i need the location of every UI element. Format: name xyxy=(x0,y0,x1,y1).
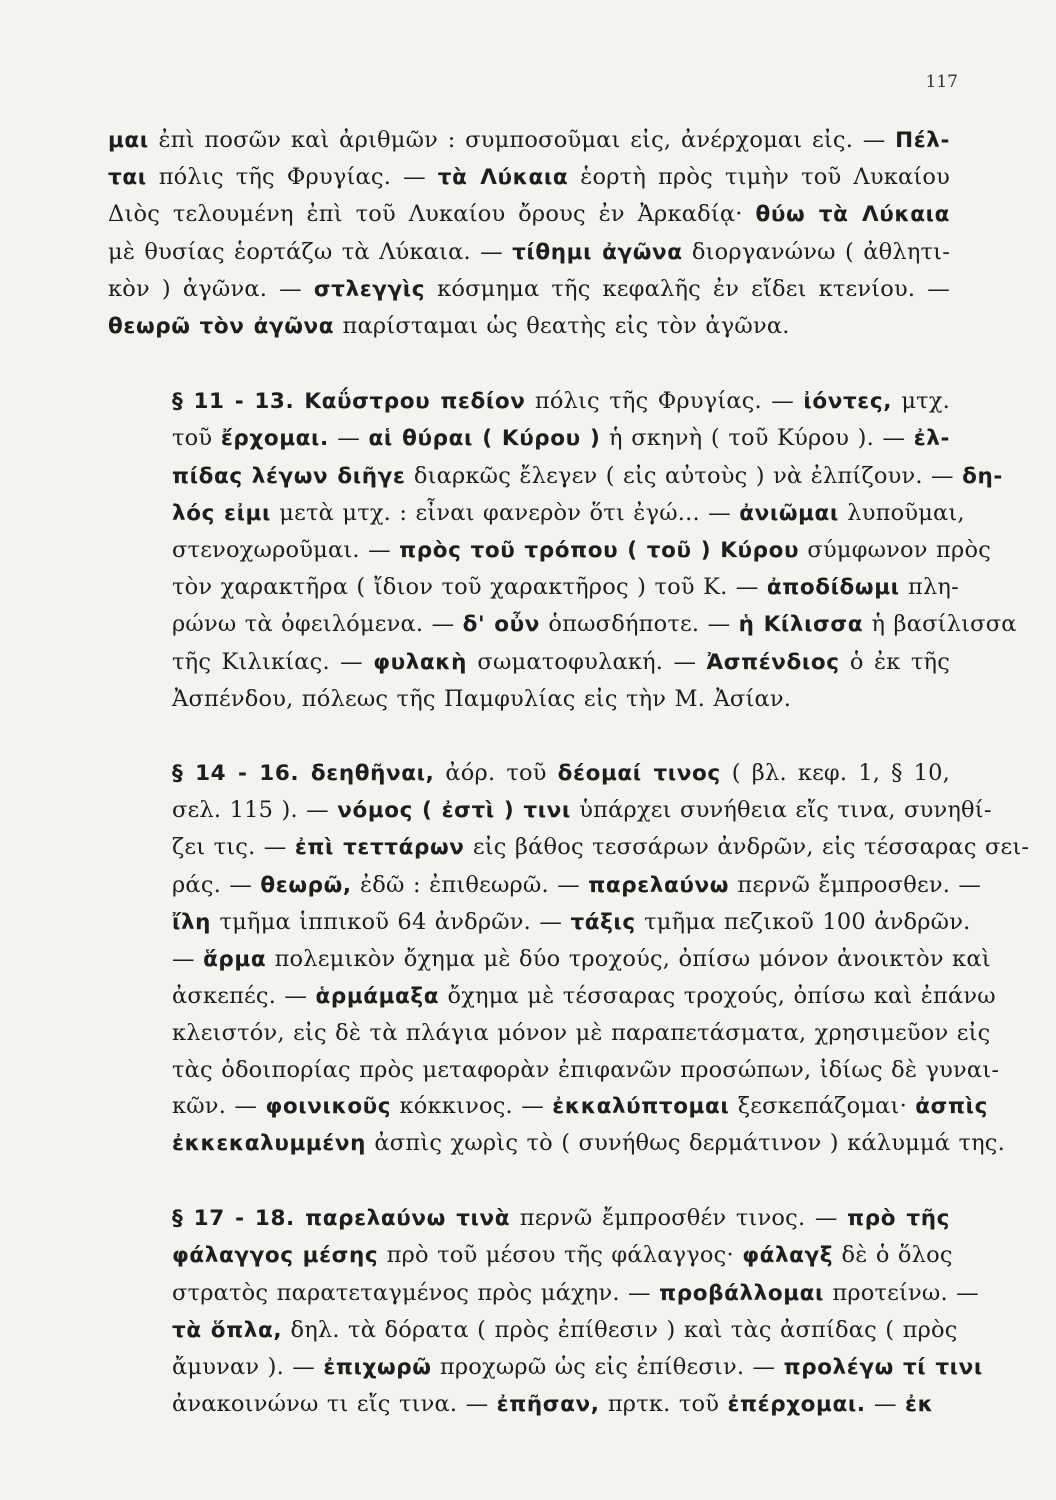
page-number: 117 xyxy=(925,72,958,92)
gloss-text: ἑορτὴ πρὸς τιμὴν τοῦ Λυκαίου xyxy=(568,164,950,191)
gloss-text: — xyxy=(328,425,369,452)
gloss-text: Ἀσπένδου, πόλεως τῆς Παμφυλίας εἰς τὴν Μ. Ἀσίαν. xyxy=(172,685,792,712)
text-line xyxy=(108,606,1017,643)
gloss-text: πόλις τῆς Φρυγίας. — xyxy=(525,388,804,415)
glossary-term: ἁρμάμαξα xyxy=(315,984,440,1010)
glossary-term: πρὸς τοῦ τρόπου ( τοῦ ) Κύρου xyxy=(399,538,800,564)
gloss-text: διαρκῶς ἔλεγεν ( εἰς αὐτοὺς ) νὰ ἐλπίζουν. — xyxy=(405,462,963,489)
glossary-term: τάξις xyxy=(570,909,636,935)
glossary-term: δ' οὖν xyxy=(462,612,541,638)
text-line xyxy=(108,1200,950,1237)
text-line xyxy=(108,308,950,345)
text-line xyxy=(108,829,1030,866)
gloss-text: εἰς βάθος τεσσάρων ἀνδρῶν, εἰς τέσσαρας σει- xyxy=(464,834,1030,861)
gloss-text: ( βλ. κεφ. 1, § 10, xyxy=(720,760,951,787)
text-line xyxy=(108,792,992,829)
gloss-text: ρώνω τὰ ὀφειλόμενα. — xyxy=(172,611,463,638)
gloss-text: — xyxy=(865,1391,905,1418)
glossary-term: ἴλη xyxy=(172,909,212,935)
gloss-text: πόλις τῆς Φρυγίας. — xyxy=(146,164,438,191)
gloss-text: μετὰ μτχ. : εἶναι φανερὸν ὅτι ἐγώ... — xyxy=(270,499,740,526)
glossary-term: ἰόντες, xyxy=(803,389,892,415)
gloss-text: ράς. — xyxy=(172,871,261,898)
glossary-term: ἀνιῶμαι xyxy=(739,500,839,526)
gloss-text: στρατὸς παρατεταγμένος πρὸς μάχην. — xyxy=(172,1279,660,1306)
text-line xyxy=(108,532,991,569)
glossary-term: ἡ Κίλισσα xyxy=(738,612,864,638)
gloss-text: προχωρῶ ὡς εἰς ἐπίθεσιν. — xyxy=(431,1354,784,1381)
glossary-term: δέομαί τινος xyxy=(557,761,721,787)
glossary-term: φυλακὴ xyxy=(373,649,468,675)
text-line xyxy=(108,978,996,1015)
glossary-term: ἐκκαλύπτομαι xyxy=(552,1093,730,1119)
page-body xyxy=(108,122,1030,1424)
gloss-text: διοργανώνω ( ἀθλητι- xyxy=(682,238,951,265)
gloss-text: ὁ ἐκ τῆς xyxy=(839,648,950,675)
glossary-term: ἐκ xyxy=(905,1392,934,1418)
text-line xyxy=(108,420,950,457)
glossary-term: τὰ ὅπλα, xyxy=(172,1317,283,1343)
gloss-text: δηλ. τὰ δόρατα ( πρὸς ἐπίθεσιν ) καὶ τὰς ἀσπίδας ( πρὸς xyxy=(282,1316,958,1343)
text-line xyxy=(108,196,950,233)
gloss-text: ξεσκεπάζομαι· xyxy=(729,1092,916,1119)
gloss-text: πρὸ τοῦ μέσου τῆς φάλαγγος· xyxy=(378,1242,743,1269)
glossary-term: Πέλ- xyxy=(895,128,950,153)
glossary-term: ἐλ- xyxy=(913,426,951,452)
glossary-term: λός εἰμι xyxy=(172,500,271,526)
gloss-text: σωματοφυλακή. — xyxy=(467,648,707,675)
gloss-text: κόκκινος. — xyxy=(391,1092,553,1119)
gloss-text: ὁπωσδήποτε. — xyxy=(540,611,739,638)
text-line xyxy=(108,1125,1005,1162)
glossary-term: τὰ Λύκαια xyxy=(437,165,569,191)
glossary-term: § 17 - 18. παρελαύνω τινὰ xyxy=(172,1206,511,1232)
text-line xyxy=(108,755,950,792)
gloss-text: πλη- xyxy=(899,574,959,601)
text-line xyxy=(108,458,1003,495)
gloss-text: ὑπάρχει συνήθεια εἴς τινα, συνηθί- xyxy=(570,797,992,824)
text-line xyxy=(108,1052,1000,1088)
gloss-text: μτχ. xyxy=(891,388,951,415)
text-line xyxy=(108,1275,979,1312)
gloss-text: κλειστόν, εἰς δὲ τὰ πλάγια μόνον μὲ παραπετάσματα, χρησιμεῦον εἰς xyxy=(172,1020,991,1047)
glossary-term: παρελαύνω xyxy=(588,872,730,898)
gloss-text: τμῆμα πεζικοῦ 100 ἀνδρῶν. xyxy=(635,908,971,935)
text-line xyxy=(108,1349,983,1386)
gloss-text: ὄχημα μὲ τέσσαρας τροχούς, ὀπίσω καὶ ἐπάνω xyxy=(439,983,996,1010)
glossary-term: φοινικοῦς xyxy=(265,1093,392,1119)
glossary-term: ἀποδίδωμι xyxy=(766,575,900,601)
text-line xyxy=(108,941,991,978)
gloss-text: ἐπὶ ποσῶν καὶ ἀριθμῶν : συμποσοῦμαι εἰς, ἀνέρχομαι εἰς. — xyxy=(148,127,896,153)
glossary-term: πρὸ τῆς xyxy=(847,1206,951,1232)
text-line xyxy=(108,1312,958,1349)
glossary-term: ἐπιχωρῶ xyxy=(323,1355,432,1381)
gloss-text: κῶν. — xyxy=(172,1092,266,1119)
text-line xyxy=(108,122,950,159)
text-line xyxy=(108,383,950,420)
glossary-term: ἅρμα xyxy=(203,947,267,973)
gloss-text: τῆς Κιλικίας. — xyxy=(172,648,374,675)
glossary-term: νόμος ( ἐστὶ ) τινι xyxy=(337,798,571,824)
gloss-text: ἀσπὶς χωρὶς τὸ ( συνήθως δερμάτινον ) κάλυμμά της. xyxy=(366,1130,1005,1157)
text-line xyxy=(108,644,950,681)
text-line xyxy=(108,681,950,717)
glossary-term: θεωρῶ, xyxy=(260,872,352,898)
gloss-text: περνῶ ἔμπροσθεν. — xyxy=(729,871,982,898)
glossary-term: αἱ θύραι ( Κύρου ) xyxy=(368,426,601,452)
gloss-text: δὲ ὁ ὅλος xyxy=(833,1242,953,1269)
gloss-text: πολεμικὸν ὄχημα μὲ δύο τροχούς, ὀπίσω μόνον ἀνοικτὸν καὶ xyxy=(266,946,991,973)
glossary-term: στλεγγὶς xyxy=(313,276,426,302)
paragraph-p2 xyxy=(108,383,1017,717)
text-line xyxy=(108,234,950,271)
gloss-text: ἐδῶ : ἐπιθεωρῶ. — xyxy=(351,871,589,898)
gloss-text: μὲ θυσίας ἑορτάζω τὰ Λύκαια. — xyxy=(108,238,513,265)
gloss-text: τοῦ xyxy=(172,425,221,452)
glossary-term: δη- xyxy=(962,463,1003,489)
text-line xyxy=(108,904,971,941)
glossary-term: ἐκκεκαλυμμένη xyxy=(172,1131,367,1157)
gloss-text: παρίσταμαι ὡς θεατὴς εἰς τὸν ἀγῶνα. xyxy=(334,313,790,340)
glossary-term: προβάλλομαι xyxy=(659,1280,824,1306)
text-line xyxy=(108,1237,953,1274)
glossary-term: μαι xyxy=(108,128,149,153)
glossary-term: φάλαγγος μέσης xyxy=(172,1243,379,1269)
glossary-term: § 11 - 13. Καΰστρου πεδίον xyxy=(172,389,526,415)
paragraph-p1 xyxy=(108,122,950,345)
gloss-text: Διὸς τελουμένη ἐπὶ τοῦ Λυκαίου ὄρους ἐν Ἀρκαδίᾳ· xyxy=(108,201,756,228)
gloss-text: πρτκ. τοῦ xyxy=(599,1391,728,1418)
glossary-term: ἔρχομαι. xyxy=(220,426,329,452)
gloss-text: στενοχωροῦμαι. — xyxy=(172,537,400,564)
gloss-text: λυποῦμαι, xyxy=(838,499,965,526)
gloss-text: ἄμυναν ). — xyxy=(172,1354,324,1381)
gloss-text: προτείνω. — xyxy=(824,1279,979,1306)
text-line xyxy=(108,495,965,532)
glossary-term: Ἀσπένδιος xyxy=(706,649,840,675)
text-line xyxy=(108,1386,950,1423)
text-line xyxy=(108,271,950,308)
text-line xyxy=(108,159,950,196)
glossary-term: θύω τὰ Λύκαια xyxy=(755,202,950,228)
gloss-text: σελ. 115 ). — xyxy=(172,797,338,824)
gloss-text: τμῆμα ἱππικοῦ 64 ἀνδρῶν. — xyxy=(211,908,571,935)
gloss-text: ἀσκεπές. — xyxy=(172,983,316,1010)
paragraph-p3 xyxy=(108,755,1030,1162)
glossary-term: § 14 - 16. δεηθῆναι, xyxy=(172,761,435,787)
gloss-text: κόσμημα τῆς κεφαλῆς ἐν εἴδει κτενίου. — xyxy=(425,275,950,302)
text-line xyxy=(108,569,959,606)
gloss-text: κὸν ) ἀγῶνα. — xyxy=(108,275,314,302)
paragraph-p4 xyxy=(108,1200,983,1423)
glossary-term: θεωρῶ τὸν ἀγῶνα xyxy=(108,314,335,340)
text-line xyxy=(108,1088,988,1125)
gloss-text: — xyxy=(172,946,204,973)
glossary-term: ἐπὶ τεττάρων xyxy=(294,835,465,861)
glossary-term: τίθημι ἀγῶνα xyxy=(512,239,683,265)
gloss-text: τὰς ὁδοιπορίας πρὸς μεταφορὰν ἐπιφανῶν προσώπων, ἰδίως δὲ γυναι- xyxy=(172,1056,1000,1083)
text-line xyxy=(108,867,982,904)
glossary-term: ἀσπὶς xyxy=(915,1093,988,1119)
gloss-text: ἡ βασίλισσα xyxy=(863,611,1017,638)
glossary-term: ται xyxy=(108,165,147,191)
glossary-term: προλέγω τί τινι xyxy=(783,1355,983,1381)
glossary-term: φάλαγξ xyxy=(742,1243,834,1269)
glossary-term: πίδας λέγων διῆγε xyxy=(172,463,406,489)
glossary-term: ἐπέρχομαι. xyxy=(727,1392,866,1418)
text-line xyxy=(108,1015,991,1051)
gloss-text: ἀνακοινώνω τι εἴς τινα. — xyxy=(172,1391,497,1418)
gloss-text: τὸν χαρακτῆρα ( ἴδιον τοῦ χαρακτῆρος ) τοῦ Κ. — xyxy=(172,574,767,601)
gloss-text: ἀόρ. τοῦ xyxy=(434,760,558,787)
gloss-text: ἡ σκηνὴ ( τοῦ Κύρου ). — xyxy=(600,425,914,452)
glossary-term: ἐπῆσαν, xyxy=(496,1392,600,1418)
gloss-text: σύμφωνον πρὸς xyxy=(799,537,991,564)
gloss-text: ζει τις. — xyxy=(172,834,295,861)
gloss-text: περνῶ ἔμπροσθέν τινος. — xyxy=(510,1205,848,1232)
